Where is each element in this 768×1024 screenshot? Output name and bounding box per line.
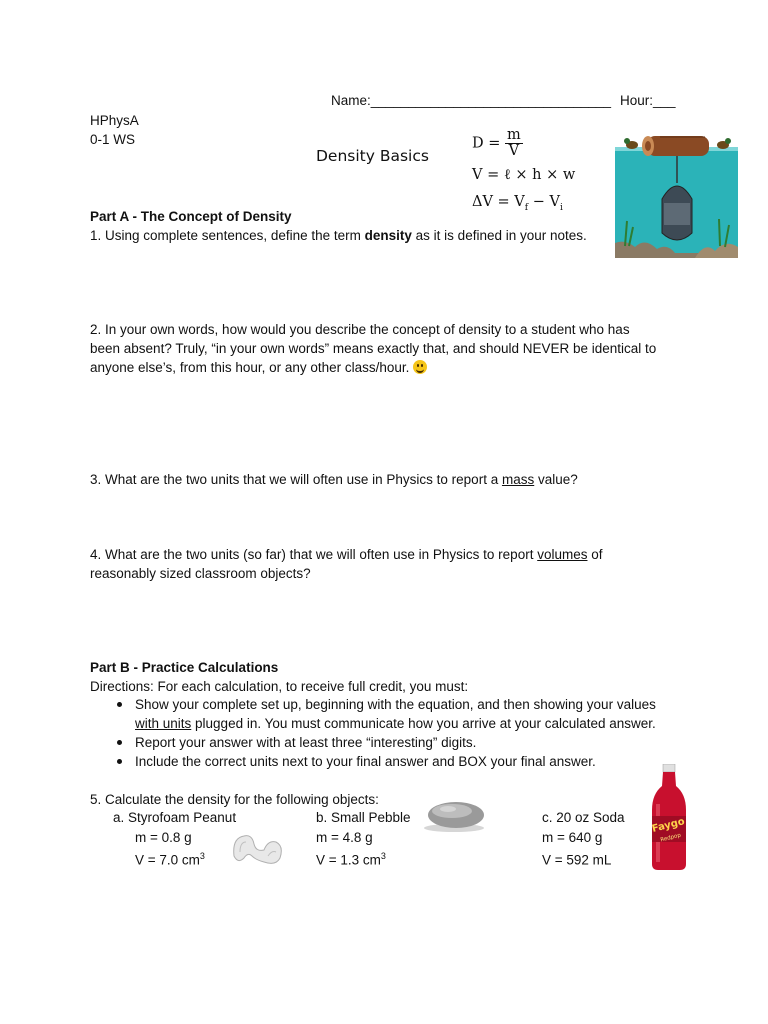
smiley-emoji-icon xyxy=(413,360,427,374)
name-field-label: Name:________________________________ xyxy=(331,93,612,108)
density-fraction: $\frac{m}{V}$ xyxy=(507,127,521,159)
object-b-label: b. Small Pebble xyxy=(316,810,411,825)
course-code: HPhysA xyxy=(90,113,139,128)
object-b-mass: m = 4.8 g xyxy=(316,830,373,845)
question-3: 3. What are the two units that we will often use in Physics to report a mass value? xyxy=(90,472,578,487)
soda-bottle-image xyxy=(648,764,690,872)
object-a-volume: V = 7.0 $cm^3$ xyxy=(135,851,205,868)
small-pebble-image xyxy=(418,798,486,834)
part-a-heading: Part A - The Concept of Density xyxy=(90,209,292,224)
delta-volume-formula: $\Delta V = V_f - V_i$ xyxy=(472,194,563,213)
question-5: 5. Calculate the density for the following objects: xyxy=(90,792,379,807)
page-title: Density Basics xyxy=(316,147,429,165)
question-2: 2. In your own words, how would you describe the concept of density to a student who has been absent? Truly, “in your own words” means exactly that, and should NEVER be identical to anyone else’s, from this hour, or any other class/hour. xyxy=(90,322,657,375)
bullet-3: Include the correct units next to your final answer and BOX your final answer. xyxy=(135,754,596,769)
object-a-label: a. Styrofoam Peanut xyxy=(113,810,237,825)
hour-field-label: Hour:___ xyxy=(620,93,676,108)
svg-text:Redpop: Redpop xyxy=(659,832,682,844)
bullet-dot xyxy=(117,759,122,764)
volume-formula: V = ℓ × h × w xyxy=(472,167,576,183)
object-b-volume: V = 1.3 $cm^3$ xyxy=(316,851,386,868)
bullet-dot xyxy=(117,740,122,745)
worksheet-id: 0-1 WS xyxy=(90,132,136,147)
floating-log-illustration xyxy=(615,121,738,258)
question-1: 1. Using complete sentences, define the term density as it is defined in your notes. xyxy=(90,228,587,243)
directions: Directions: For each calculation, to receive full credit, you must: xyxy=(90,679,469,694)
density-formula: D = $\frac{m}{V}$ xyxy=(472,127,521,159)
bullet-1-line-2: with units plugged in. You must communicate how you arrive at your calculated answer. xyxy=(135,716,656,731)
object-c-volume: V = 592 mL xyxy=(542,852,612,868)
bullet-2: Report your answer with at least three “interesting” digits. xyxy=(135,735,477,750)
bullet-1-line-1: Show your complete set up, beginning with the equation, and then showing your values xyxy=(135,697,656,712)
bullet-dot xyxy=(117,702,122,707)
part-b-heading: Part B - Practice Calculations xyxy=(90,660,279,675)
object-c-mass: m = 640 g xyxy=(542,830,603,845)
question-4: 4. What are the two units (so far) that we will often use in Physics to report volumes of reasonably sized classroom objects? xyxy=(90,547,603,581)
styrofoam-peanut-image xyxy=(228,826,284,866)
svg-text:Faygo: Faygo xyxy=(650,816,686,835)
object-c-label: c. 20 oz Soda xyxy=(542,810,625,825)
object-a-mass: m = 0.8 g xyxy=(135,830,192,845)
